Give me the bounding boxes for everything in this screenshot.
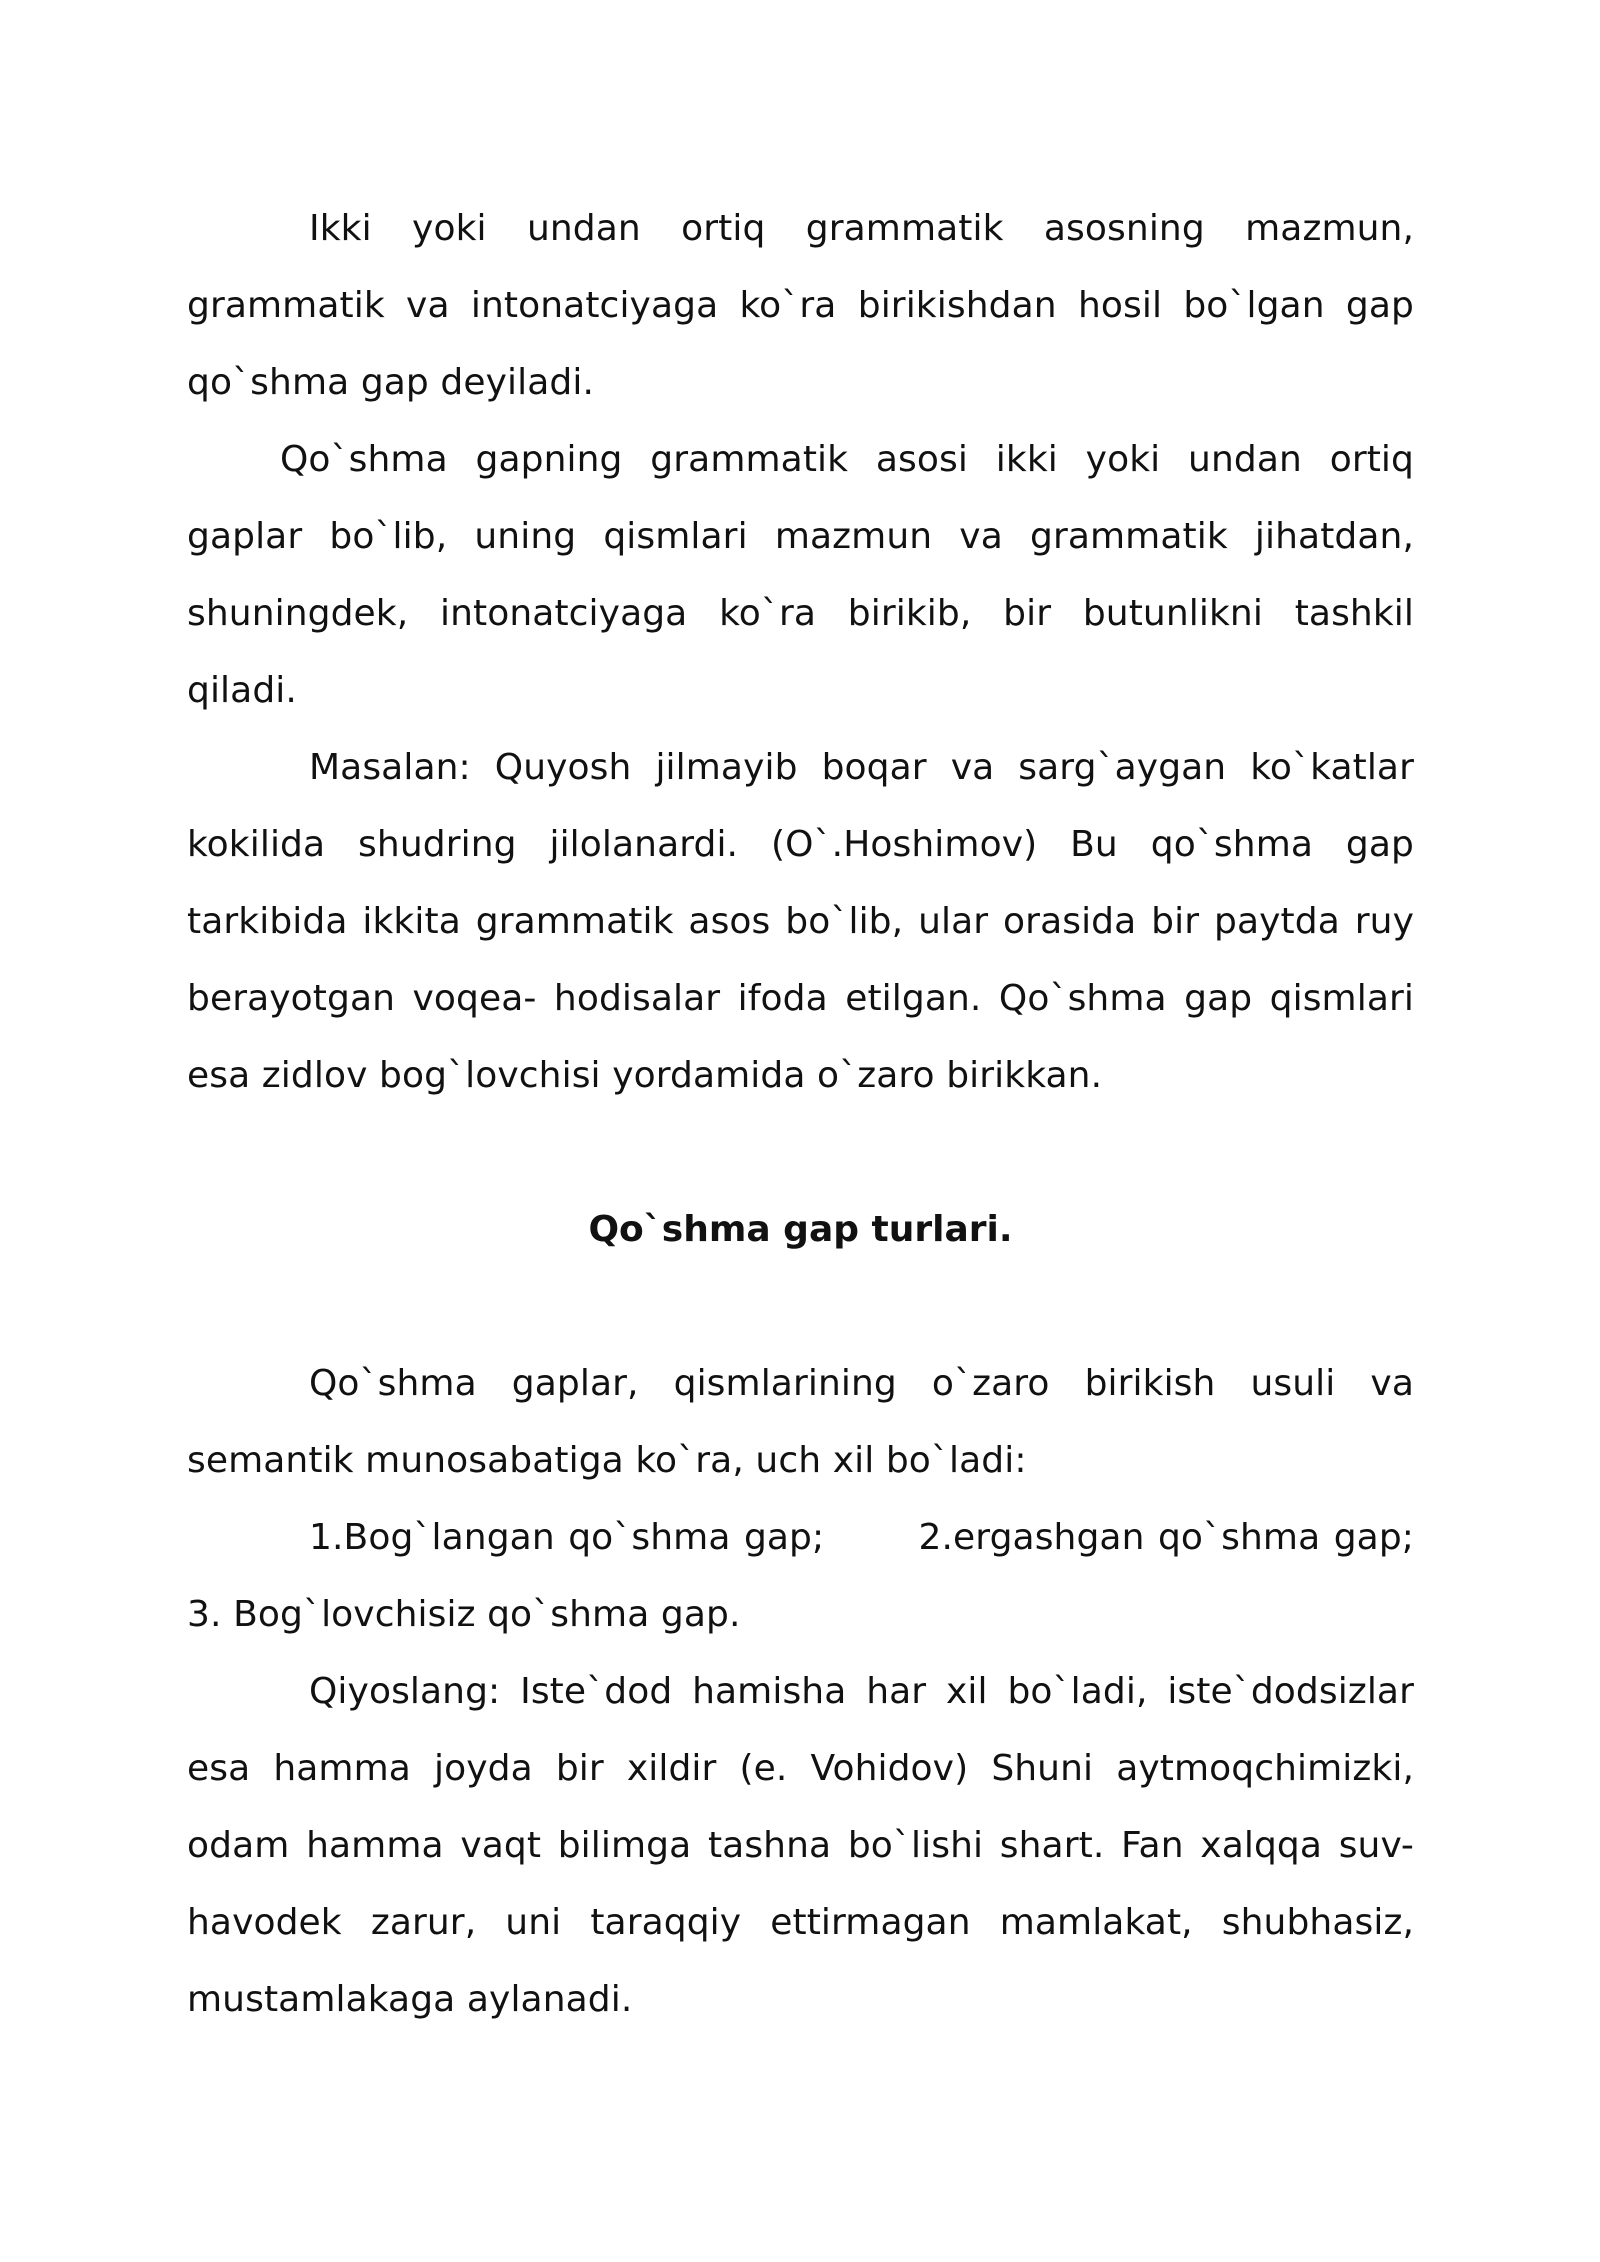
paragraph-compare: Qiyoslang: Iste`dod hamisha har xil bo`ladi, iste`dodsizlar esa hamma joyda bir xildir (e. Vohidov) Shuni aytmoqchimizki, odam hamma vaqt bilimga tashna bo`lishi shart. Fan xalqqa suv- havodek zarur, uni taraqqiy ettirmagan mamlakat, shubhasiz, mustamlakaga aylanadi.	[187, 1671, 1414, 2020]
paragraph-definition: Ikki yoki undan ortiq grammatik asosning mazmun, grammatik va intonatciyaga ko`ra birikishdan hosil bo`lgan gap qo`shma gap deyiladi.	[187, 208, 1414, 403]
section-heading: Qo`shma gap turlari.	[588, 1209, 1013, 1250]
paragraph-grammatical-basis: Qo`shma gapning grammatik asosi ikki yoki undan ortiq gaplar bo`lib, uning qismlari mazmun va grammatik jihatdan, shuningdek, intonatciyaga ko`ra birikib, bir butunlikni tashkil qiladi.	[187, 439, 1414, 711]
paragraph-example: Masalan: Quyosh jilmayib boqar va sarg`aygan ko`katlar kokilida shudring jilolanardi. (O`.Hoshimov) Bu qo`shma gap tarkibida ikkita grammatik asos bo`lib, ular orasida bir paytda ruy berayotgan voqea- hodisalar ifoda etilgan. Qo`shma gap qismlari esa zidlov bog`lovchisi yordamida o`zaro birikkan.	[187, 747, 1414, 1096]
paragraph-types-list: 1.Bog`langan qo`shma gap; 2.ergashgan qo`shma gap; 3. Bog`lovchisiz qo`shma gap.	[187, 1517, 1426, 1635]
page-content	[187, 190, 1426, 2038]
paragraph-types-intro: Qo`shma gaplar, qismlarining o`zaro birikish usuli va semantik munosabatiga ko`ra, uch xil bo`ladi:	[187, 1363, 1414, 1481]
